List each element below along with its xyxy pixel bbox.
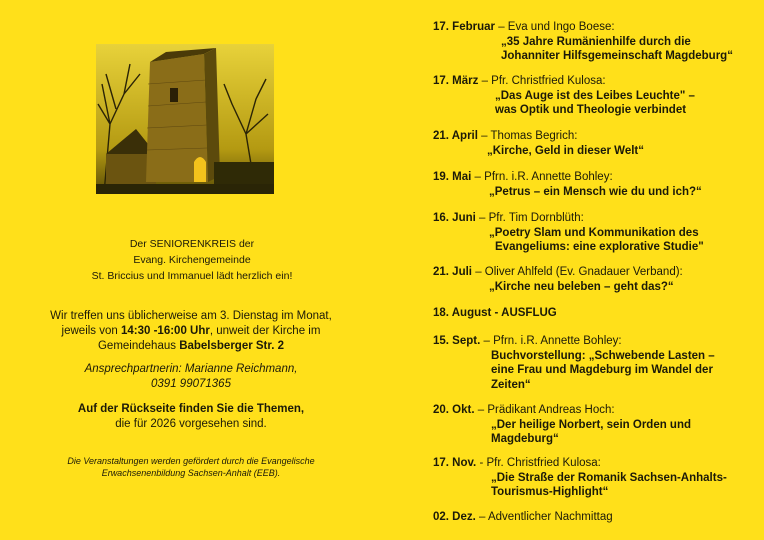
- event-header: [433, 211, 758, 226]
- event-talk-line: Johanniter Hilfsgemeinschaft Magdeburg“: [501, 50, 733, 62]
- event-header: [433, 456, 758, 471]
- funding-line-1: Die Veranstaltungen werden gefördert durch die Evangelische: [67, 456, 315, 466]
- church-tower-icon: [96, 44, 274, 194]
- event-talk-line: was Optik und Theologie verbindet: [495, 104, 687, 116]
- contact-name: Ansprechpartnerin: Marianne Reichmann,: [84, 363, 298, 375]
- event-speaker: – Pfr. Christfried Kulosa:: [478, 75, 606, 87]
- event-header: [433, 20, 758, 35]
- event-date: 21. Juli: [433, 266, 472, 278]
- event-speaker: – Eva und Ingo Boese:: [495, 21, 615, 33]
- event-header: [433, 334, 758, 349]
- event-talk-line: „Kirche, Geld in dieser Welt“: [487, 144, 644, 157]
- invite-line-1: Der SENIORENKREIS der: [129, 238, 255, 250]
- event-entry: [433, 129, 758, 158]
- event-talk-line: „Der heilige Norbert, sein Orden und: [491, 418, 692, 431]
- event-talk-line: Evangeliums: eine explorative Studie": [495, 241, 704, 253]
- event-speaker: – Pfrn. i.R. Annette Bohley:: [471, 171, 613, 183]
- meeting-place: Babelsberger Str. 2: [179, 340, 285, 352]
- event-talk-line: eine Frau und Magdeburg im Wandel der: [491, 364, 713, 376]
- event-speaker: – Pfr. Tim Dornblüth:: [475, 212, 584, 224]
- event-date: 18. August: [433, 307, 492, 319]
- event-entry: [433, 306, 758, 321]
- backside-line-2: die für 2026 vorgesehen sind.: [115, 418, 267, 430]
- meeting-line-3-pre: Gemeindehaus: [97, 340, 180, 352]
- event-date: 17. März: [433, 75, 479, 87]
- event-date: 16. Juni: [433, 212, 476, 224]
- event-date: 19. Mai: [433, 171, 472, 183]
- meeting-time: 14:30 -16:00 Uhr: [121, 325, 210, 337]
- event-speaker: – Pfrn. i.R. Annette Bohley:: [480, 335, 622, 347]
- event-talk-line: „Das Auge ist des Leibes Leuchte" –: [495, 89, 695, 102]
- event-talk-line: „Kirche neu beleben – geht das?“: [489, 280, 674, 293]
- event-header: [433, 74, 758, 89]
- event-entry: [433, 265, 758, 294]
- event-talk-line: Zeiten“: [491, 378, 531, 391]
- meeting-line-2-pre: jeweils von: [61, 325, 121, 337]
- event-talk-line: Magdeburg“: [491, 433, 559, 445]
- event-speaker: - Pfr. Christfried Kulosa:: [476, 457, 601, 469]
- church-tower-photo: [96, 44, 274, 194]
- contact-info: [30, 362, 352, 392]
- backside-line-1: Auf der Rückseite finden Sie die Themen,: [77, 403, 305, 415]
- event-talk-line: Tourismus-Highlight“: [491, 486, 609, 498]
- event-speaker: - AUSFLUG: [491, 307, 557, 319]
- meeting-line-2-post: , unweit der Kirche im: [209, 325, 321, 337]
- event-entry: [433, 211, 758, 255]
- event-entry: [433, 74, 758, 118]
- event-talk-line: Buchvorstellung: „Schwebende Lasten –: [491, 349, 715, 362]
- event-entry: [433, 510, 758, 525]
- meeting-line-2: [30, 324, 352, 339]
- event-date: 21. April: [433, 130, 478, 142]
- event-entry: [433, 456, 758, 500]
- invitation-text: [42, 236, 342, 284]
- event-speaker: – Thomas Begrich:: [477, 130, 578, 142]
- event-header: [433, 170, 758, 185]
- event-talk-line: „35 Jahre Rumänienhilfe durch die: [501, 35, 691, 48]
- event-talk-line: „Petrus – ein Mensch wie du und ich?“: [489, 185, 702, 198]
- funding-note: [30, 455, 352, 479]
- event-date: 02. Dez.: [433, 511, 476, 523]
- funding-line-2: Erwachsenenbildung Sachsen-Anhalt (EEB).: [101, 468, 281, 478]
- event-date: 15. Sept.: [433, 335, 481, 347]
- event-date: 17. Februar: [433, 21, 495, 33]
- meeting-info: [30, 309, 352, 354]
- invite-line-2: Evang. Kirchengemeinde: [133, 254, 251, 266]
- event-talk-line: „Die Straße der Romanik Sachsen-Anhalts-: [491, 471, 727, 484]
- meeting-line-1: Wir treffen uns üblicherweise am 3. Dienstag im Monat,: [50, 310, 332, 322]
- event-speaker: – Prädikant Andreas Hoch:: [474, 404, 615, 416]
- event-speaker: – Oliver Ahlfeld (Ev. Gnadauer Verband):: [472, 266, 683, 278]
- event-header: [433, 403, 758, 418]
- event-entry: [433, 334, 758, 392]
- invite-line-3: St. Briccius und Immanuel lädt herzlich ein!: [91, 270, 293, 282]
- event-header: [433, 129, 758, 144]
- contact-phone: 0391 99071365: [151, 378, 231, 390]
- event-header: [433, 510, 758, 525]
- event-header: [433, 306, 758, 321]
- event-talk-line: „Poetry Slam und Kommunikation des: [489, 226, 699, 239]
- event-entry: [433, 403, 758, 447]
- event-speaker: – Adventlicher Nachmittag: [475, 511, 613, 523]
- event-header: [433, 265, 758, 280]
- event-date: 20. Okt.: [433, 404, 475, 416]
- event-date: 17. Nov.: [433, 457, 477, 469]
- backside-note: [30, 402, 352, 432]
- event-entry: [433, 20, 758, 64]
- meeting-line-3: [30, 339, 352, 354]
- event-entry: [433, 170, 758, 199]
